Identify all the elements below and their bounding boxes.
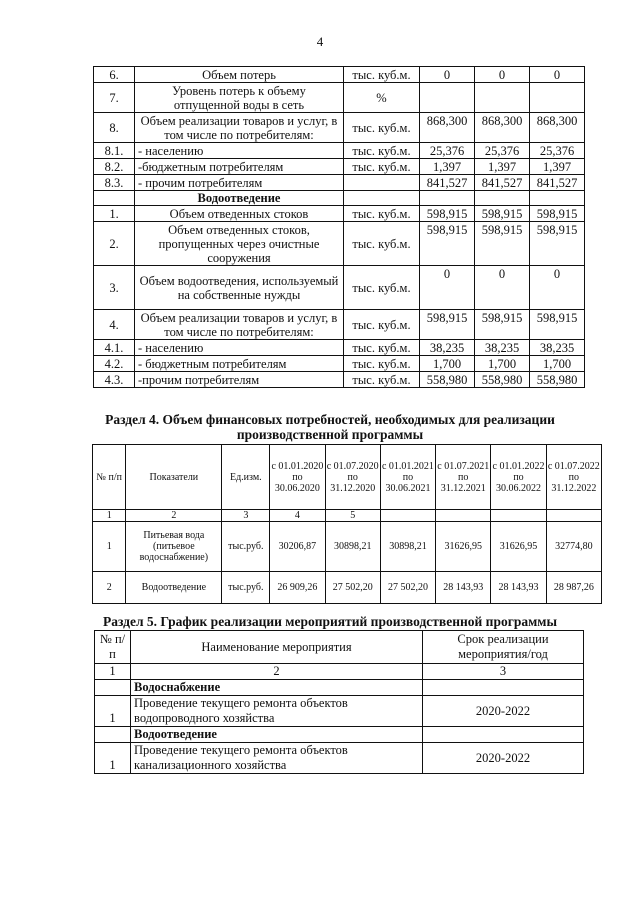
indicator-name-cell: - бюджетным потребителям (135, 356, 344, 372)
row-number-cell: 1 (95, 696, 131, 727)
index-cell: 1 (93, 510, 126, 522)
column-header-cell: Срок реализации мероприятия/год (423, 631, 584, 664)
value-cell: 38,235 (530, 340, 585, 356)
row-number-cell: 1. (94, 206, 135, 222)
column-header-cell: с 01.07.2022 по 31.12.2022 (546, 445, 601, 510)
value-cell: 25,376 (530, 143, 585, 159)
unit-cell: тыс. куб.м. (344, 372, 420, 388)
row-number-cell: 4.3. (94, 372, 135, 388)
row-number-cell: 3. (94, 266, 135, 310)
table-row (94, 113, 585, 143)
activity-name-cell: Проведение текущего ремонта объектов водопроводного хозяйства (131, 696, 423, 727)
table-row (94, 191, 585, 206)
schedule-table (94, 630, 584, 774)
value-cell: 30898,21 (325, 522, 380, 572)
value-cell (530, 83, 585, 113)
column-header-cell: с 01.01.2021 по 30.06.2021 (380, 445, 435, 510)
indicator-name-cell: Объем потерь (135, 67, 344, 83)
empty-cell (344, 191, 420, 206)
section4-title: Раздел 4. Объем финансовых потребностей, необходимых для реализации производственной программы (105, 412, 555, 442)
finance-table (92, 444, 602, 604)
value-cell: 31626,95 (491, 522, 546, 572)
indicator-name-cell: Объем водоотведения, используемый на собственные нужды (135, 266, 344, 310)
index-row (93, 510, 602, 522)
value-cell (420, 83, 475, 113)
unit-cell: тыс. куб.м. (344, 113, 420, 143)
index-cell: 2 (126, 510, 222, 522)
indicator-name-cell: Уровень потерь к объему отпущенной воды в сеть (135, 83, 344, 113)
table-row (94, 83, 585, 113)
indicator-name-cell: Объем реализации товаров и услуг, в том числе по потребителям: (135, 113, 344, 143)
row-number-cell: 4.1. (94, 340, 135, 356)
unit-cell: тыс. куб.м. (344, 356, 420, 372)
period-cell: 2020-2022 (423, 743, 584, 774)
table-row (94, 143, 585, 159)
table-row (93, 572, 602, 604)
table-row (94, 266, 585, 310)
value-cell: 28 987,26 (546, 572, 601, 604)
row-number-cell: 8. (94, 113, 135, 143)
value-cell: 598,915 (475, 222, 530, 266)
indicator-name-cell: - населению (135, 143, 344, 159)
value-cell: 558,980 (530, 372, 585, 388)
section-header-cell: Водоотведение (135, 191, 344, 206)
row-number-cell: 4. (94, 310, 135, 340)
index-cell (380, 510, 435, 522)
row-number-cell (94, 191, 135, 206)
unit-cell: тыс. куб.м. (344, 266, 420, 310)
row-number-cell: 2. (94, 222, 135, 266)
index-row (95, 664, 584, 680)
value-cell: 841,527 (420, 175, 475, 191)
indicator-name-cell: -прочим потребителям (135, 372, 344, 388)
value-cell: 558,980 (420, 372, 475, 388)
period-cell: 2020-2022 (423, 696, 584, 727)
value-cell: 598,915 (420, 206, 475, 222)
index-cell (436, 510, 491, 522)
header-row (93, 445, 602, 510)
value-cell: 841,527 (475, 175, 530, 191)
section5-title: Раздел 5. График реализации мероприятий производственной программы (102, 614, 558, 629)
value-cell: 38,235 (420, 340, 475, 356)
empty-cell (95, 727, 131, 743)
row-number-cell: 1 (95, 743, 131, 774)
indicator-name-cell: -бюджетным потребителям (135, 159, 344, 175)
row-number-cell: 8.3. (94, 175, 135, 191)
indicator-name-cell: - прочим потребителям (135, 175, 344, 191)
group-title-row (95, 680, 584, 696)
value-cell: 0 (475, 67, 530, 83)
value-cell: 598,915 (530, 310, 585, 340)
index-cell: 2 (131, 664, 423, 680)
table-row (94, 222, 585, 266)
table-row (94, 67, 585, 83)
column-header-cell: с 01.07.2021 по 31.12.2021 (436, 445, 491, 510)
activity-name-cell: Проведение текущего ремонта объектов канализационного хозяйства (131, 743, 423, 774)
value-cell: 2 (93, 572, 126, 604)
table-row (94, 175, 585, 191)
unit-cell: тыс. куб.м. (344, 340, 420, 356)
value-cell: 27 502,20 (380, 572, 435, 604)
value-cell: 0 (475, 266, 530, 310)
empty-cell (423, 727, 584, 743)
unit-cell: тыс. куб.м. (344, 206, 420, 222)
value-cell: 0 (420, 266, 475, 310)
column-header-cell: № п/п (93, 445, 126, 510)
value-cell: тыс.руб. (222, 572, 270, 604)
column-header-cell: с 01.01.2022 по 30.06.2022 (491, 445, 546, 510)
empty-cell (475, 191, 530, 206)
value-cell: 30206,87 (270, 522, 325, 572)
index-cell (546, 510, 601, 522)
value-cell: 27 502,20 (325, 572, 380, 604)
group-title-cell: Водоотведение (131, 727, 423, 743)
value-cell: 30898,21 (380, 522, 435, 572)
row-number-cell: 8.2. (94, 159, 135, 175)
column-header-cell: с 01.07.2020 по 31.12.2020 (325, 445, 380, 510)
table-row (93, 522, 602, 572)
value-cell: 0 (530, 67, 585, 83)
value-cell: 598,915 (420, 222, 475, 266)
table-row (94, 206, 585, 222)
value-cell: 1,397 (530, 159, 585, 175)
row-number-cell: 4.2. (94, 356, 135, 372)
value-cell: 598,915 (530, 222, 585, 266)
value-cell: 598,915 (475, 310, 530, 340)
indicators-table (93, 66, 585, 388)
value-cell: 1,700 (530, 356, 585, 372)
value-cell: 25,376 (420, 143, 475, 159)
index-cell: 3 (423, 664, 584, 680)
table-row (94, 356, 585, 372)
group-title-cell: Водоснабжение (131, 680, 423, 696)
header-row (95, 631, 584, 664)
value-cell: Водоотведение (126, 572, 222, 604)
index-cell: 4 (270, 510, 325, 522)
table-row (94, 159, 585, 175)
column-header-cell: с 01.01.2020 по 30.06.2020 (270, 445, 325, 510)
empty-cell (95, 680, 131, 696)
value-cell: 28 143,93 (491, 572, 546, 604)
value-cell: 868,300 (420, 113, 475, 143)
index-cell: 5 (325, 510, 380, 522)
unit-cell (344, 175, 420, 191)
table-row (95, 743, 584, 774)
row-number-cell: 7. (94, 83, 135, 113)
indicator-name-cell: - населению (135, 340, 344, 356)
index-cell (491, 510, 546, 522)
value-cell: 25,376 (475, 143, 530, 159)
value-cell: 1 (93, 522, 126, 572)
value-cell: 1,397 (420, 159, 475, 175)
indicator-name-cell: Объем реализации товаров и услуг, в том числе по потребителям: (135, 310, 344, 340)
empty-cell (423, 680, 584, 696)
value-cell: 38,235 (475, 340, 530, 356)
unit-cell: тыс. куб.м. (344, 310, 420, 340)
column-header-cell: Наименование мероприятия (131, 631, 423, 664)
column-header-cell: Показатели (126, 445, 222, 510)
value-cell: 558,980 (475, 372, 530, 388)
value-cell: 1,397 (475, 159, 530, 175)
value-cell: 598,915 (420, 310, 475, 340)
group-title-row (95, 727, 584, 743)
row-number-cell: 8.1. (94, 143, 135, 159)
column-header-cell: № п/п (95, 631, 131, 664)
value-cell: 26 909,26 (270, 572, 325, 604)
value-cell: 0 (420, 67, 475, 83)
empty-cell (530, 191, 585, 206)
unit-cell: тыс. куб.м. (344, 159, 420, 175)
table-row (95, 696, 584, 727)
indicator-name-cell: Объем отведенных стоков, пропущенных через очистные сооружения (135, 222, 344, 266)
unit-cell: тыс. куб.м. (344, 143, 420, 159)
table-row (94, 340, 585, 356)
table-row (94, 372, 585, 388)
value-cell: 31626,95 (436, 522, 491, 572)
index-cell: 1 (95, 664, 131, 680)
value-cell: 1,700 (475, 356, 530, 372)
value-cell: Питьевая вода (питьевое водоснабжение) (126, 522, 222, 572)
value-cell: 1,700 (420, 356, 475, 372)
index-cell: 3 (222, 510, 270, 522)
value-cell: 32774,80 (546, 522, 601, 572)
row-number-cell: 6. (94, 67, 135, 83)
value-cell: 598,915 (530, 206, 585, 222)
empty-cell (420, 191, 475, 206)
unit-cell: % (344, 83, 420, 113)
unit-cell: тыс. куб.м. (344, 222, 420, 266)
page-number: 4 (316, 34, 324, 49)
value-cell: 868,300 (530, 113, 585, 143)
value-cell: 841,527 (530, 175, 585, 191)
value-cell: 868,300 (475, 113, 530, 143)
column-header-cell: Ед.изм. (222, 445, 270, 510)
value-cell: 598,915 (475, 206, 530, 222)
unit-cell: тыс. куб.м. (344, 67, 420, 83)
value-cell (475, 83, 530, 113)
table-row (94, 310, 585, 340)
value-cell: тыс.руб. (222, 522, 270, 572)
value-cell: 28 143,93 (436, 572, 491, 604)
value-cell: 0 (530, 266, 585, 310)
indicator-name-cell: Объем отведенных стоков (135, 206, 344, 222)
